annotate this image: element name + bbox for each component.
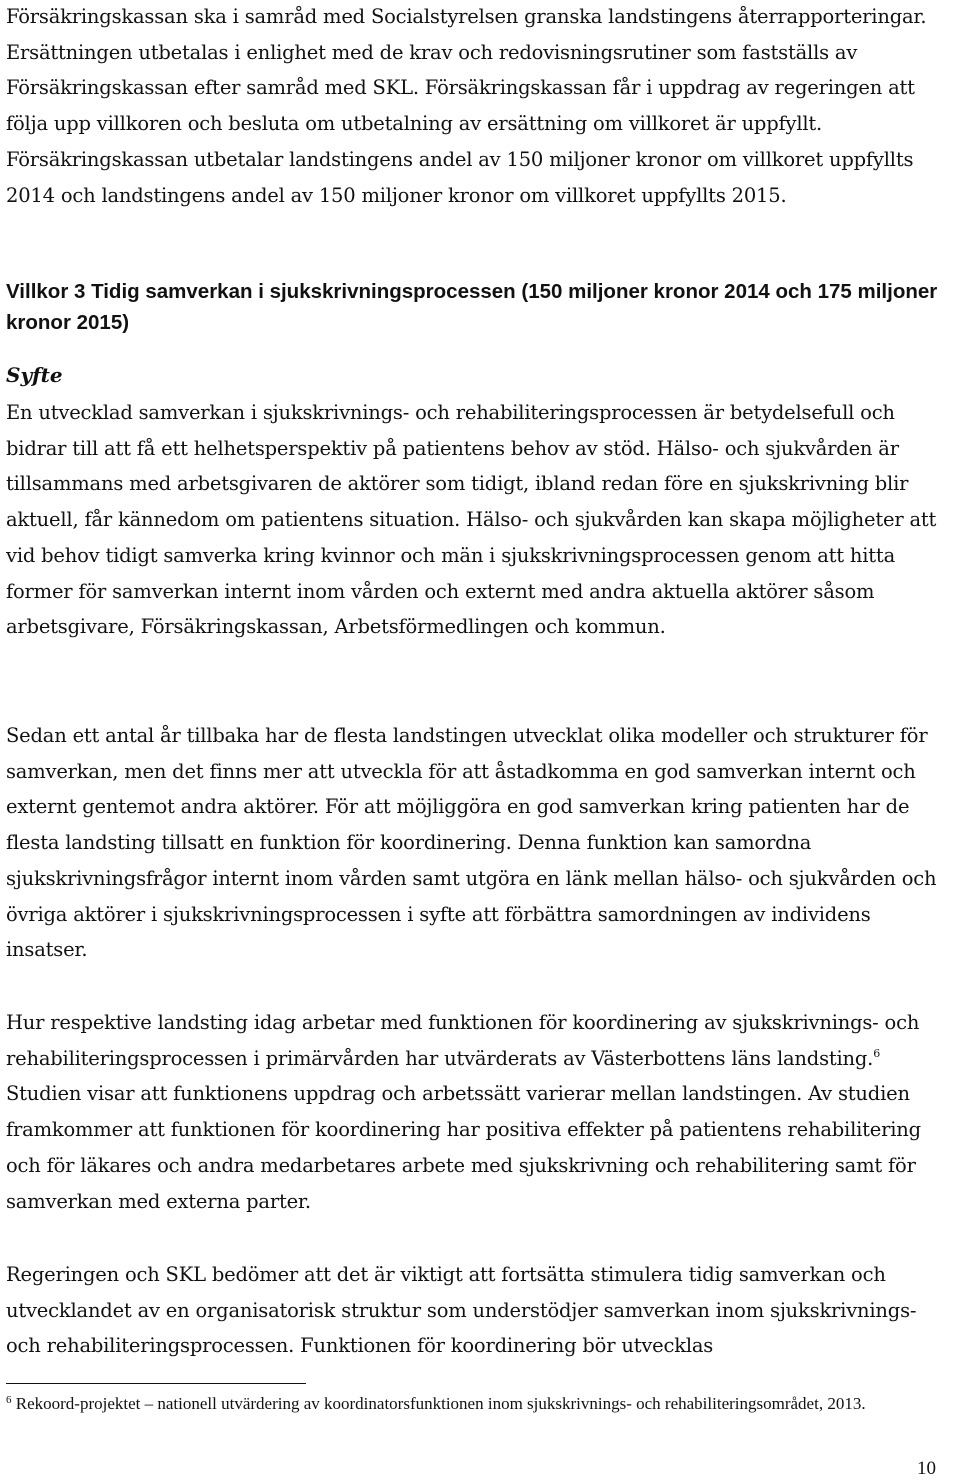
- footnote-number: 6: [6, 1394, 12, 1406]
- paragraph-purpose: En utvecklad samverkan i sjukskrivnings- och rehabiliteringsprocessen är betydelsefull och bidrar till att få ett helhetsperspektiv på patientens behov av stöd. Hälso- och sjukvården är tillsammans med arbetsgivaren de aktörer som tidigt, ibland redan före en sjukskrivning blir aktuell, får kännedom om patientens situation. Hälso- och sjukvården kan skapa möjligheter att vid behov tidigt samverka kring kvinnor och män i sjukskrivningsprocessen genom att hitta former för samverkan internt inom vården och externt med andra aktuella aktörer såsom arbetsgivare, Försäkringskassan, Arbetsförmedlingen och kommun.: [6, 401, 937, 639]
- page-number: 10: [917, 1458, 936, 1479]
- footnote: [6, 1392, 956, 1415]
- paragraph-evaluation: [6, 1005, 956, 1219]
- subheading-syfte: Syfte: [6, 363, 63, 387]
- paragraph-evaluation-text-2: Studien visar att funktionens uppdrag och arbetssätt varierar mellan landstingen. Av studien framkommer att funktionen för koordinering har positiva effekter på patientens rehabilitering och för läkares och andra medarbetares arbete med sjukskrivning och rehabilitering samt för samverkan med externa parter.: [6, 1082, 921, 1213]
- footnote-reference[interactable]: 6: [873, 1046, 880, 1060]
- section-heading: Villkor 3 Tidig samverkan i sjukskrivningsprocessen (150 miljoner kronor 2014 och 175 miljoner kronor 2015): [6, 280, 938, 334]
- footnote-divider: [6, 1383, 306, 1384]
- paragraph-evaluation-text-1: Hur respektive landsting idag arbetar med funktionen för koordinering av sjukskrivnings- och rehabiliteringsprocessen i primärvården har utvärderats av Västerbottens läns landsting.: [6, 1011, 920, 1070]
- paragraph-government: Regeringen och SKL bedömer att det är viktigt att fortsätta stimulera tidig samverkan och utvecklandet av en organisatorisk struktur som understödjer samverkan inom sjukskrivnings- och rehabiliteringsprocessen. Funktionen för koordinering bör utvecklas: [6, 1263, 917, 1358]
- paragraph-models: Sedan ett antal år tillbaka har de flesta landstingen utvecklat olika modeller och strukturer för samverkan, men det finns mer att utveckla för att åstadkomma en god samverkan internt och externt gentemot andra aktörer. För att möjliggöra en god samverkan kring patienten har de flesta landsting tillsatt en funktion för koordinering. Denna funktion kan samordna sjukskrivningsfrågor internt inom vården samt utgöra en länk mellan hälso- och sjukvården och övriga aktörer i sjukskrivningsprocessen i syfte att förbättra samordningen av individens insatser.: [6, 724, 937, 962]
- footnote-text: Rekoord-projektet – nationell utvärdering av koordinatorsfunktionen inom sjukskrivnings- och rehabiliteringsområdet, 2013.: [11, 1394, 866, 1413]
- paragraph-reporting: Försäkringskassan ska i samråd med Socialstyrelsen granska landstingens återrapporteringar. Ersättningen utbetalas i enlighet med de krav och redovisningsrutiner som fastställs av Försäkringskassan efter samråd med SKL. Försäkringskassan får i uppdrag av regeringen att följa upp villkoren och besluta om utbetalning av ersättning om villkoret är uppfyllt. Försäkringskassan utbetalar landstingens andel av 150 miljoner kronor om villkoret uppfyllts 2014 och landstingens andel av 150 miljoner kronor om villkoret uppfyllts 2015.: [6, 5, 927, 207]
